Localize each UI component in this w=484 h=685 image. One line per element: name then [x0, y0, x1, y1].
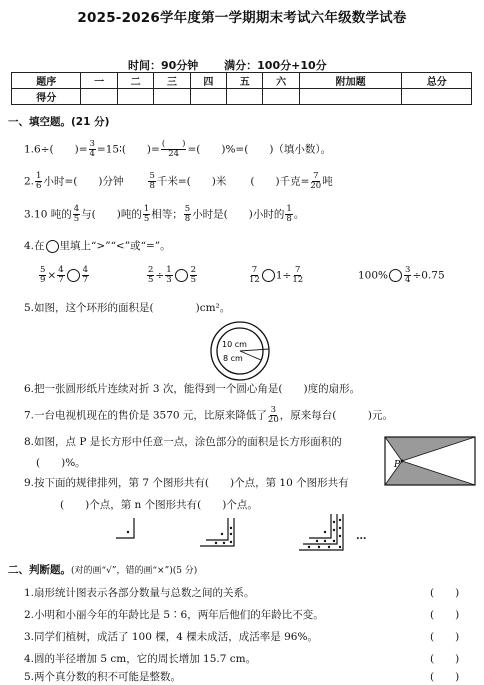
answer-circle[interactable]	[389, 269, 402, 282]
numerator: 7	[251, 265, 258, 275]
score-table-header: 五	[227, 73, 263, 89]
radius-8cm-line	[240, 351, 261, 360]
denominator: 24	[168, 149, 180, 159]
pattern-figure-2	[198, 516, 242, 552]
denominator: 12	[249, 275, 260, 285]
fraction	[404, 266, 411, 285]
denominator: 12	[292, 275, 304, 285]
judge-answer-1[interactable]: ( )	[430, 587, 460, 599]
fraction	[292, 266, 303, 285]
q2-text-d: ( )千克=	[250, 175, 310, 188]
denominator: 5	[73, 214, 80, 224]
numerator: 1	[36, 171, 42, 181]
label-10cm: 10 cm	[222, 340, 247, 349]
denominator: 7	[58, 275, 64, 285]
q7-text-a: 7.一台电视机现在的售价是 3570 元，比原来降低了	[24, 409, 267, 422]
q3-text-c: 相等；	[151, 208, 183, 221]
denominator: 5	[143, 214, 150, 224]
radius-10cm-line	[240, 349, 269, 351]
score-table-header: 四	[190, 73, 226, 89]
denominator: 9	[40, 275, 46, 285]
q1-text-a: 1.6÷( )=	[24, 143, 88, 156]
fraction	[161, 140, 187, 159]
q4-item4-text-a: 100%	[358, 269, 389, 282]
numerator: 7	[295, 265, 301, 275]
fraction	[57, 266, 64, 285]
fraction	[89, 140, 96, 159]
fraction	[268, 406, 279, 425]
q3-text-b: 与( )吨的	[81, 208, 142, 221]
numerator: 5	[149, 171, 155, 181]
denominator: 6	[36, 181, 42, 191]
denominator: 8	[286, 214, 292, 224]
point-p	[401, 460, 404, 463]
fraction	[285, 205, 292, 224]
fraction	[165, 266, 172, 285]
judge-item-2: 2.小明和小丽今年的年龄比是 5∶6，两年后他们的年龄比不变。	[24, 609, 324, 621]
question-1	[24, 140, 331, 159]
numerator: 2	[148, 265, 154, 275]
judge-item-1: 1.扇形统计图表示各部分数量与总数之间的关系。	[24, 587, 255, 599]
question-5: 5.如图，这个环形的面积是( )cm²。	[24, 302, 231, 314]
numerator: 1	[166, 265, 172, 275]
numerator: 3	[270, 405, 277, 415]
judge-item-4: 4.圆的半径增加 5 cm，它的周长增加 15.7 cm。	[24, 653, 257, 665]
q1-text-b: =15∶( )=	[96, 143, 160, 156]
page-title: 2025-2026学年度第一学期期末考试六年级数学试卷	[77, 10, 407, 26]
answer-circle[interactable]	[46, 240, 59, 253]
fraction	[35, 172, 42, 191]
score-cell[interactable]	[117, 89, 153, 105]
q7-text-b: ，原来每台( )元。	[279, 409, 393, 422]
numerator: 4	[82, 265, 89, 275]
q2-text-b: 小时=( )分钟	[43, 175, 124, 188]
numerator: 5	[184, 204, 191, 214]
score-table-header: 六	[263, 73, 299, 89]
question-8-line1: 8.如图，点 P 是长方形中任意一点，涂色部分的面积是长方形面积的	[24, 436, 342, 448]
q4-item4-text-b: ÷0.75	[412, 269, 445, 282]
q4-item-2: $\frac{2}{5}$ ÷ $\frac{1}{3}$ $\frac{2}{5}$	[148, 265, 197, 285]
numerator: 1	[143, 204, 150, 214]
numerator: 7	[313, 171, 319, 181]
fraction	[184, 205, 191, 224]
pattern-figure-1	[112, 516, 142, 542]
score-table-score-row	[12, 89, 472, 105]
judge-answer-4[interactable]: ( )	[430, 653, 460, 665]
fraction	[73, 205, 80, 224]
score-cell[interactable]	[263, 89, 299, 105]
answer-circle[interactable]	[67, 269, 80, 282]
fraction	[39, 266, 46, 285]
score-cell[interactable]	[299, 89, 402, 105]
score-cell[interactable]	[154, 89, 190, 105]
section2-title: 二、判断题。	[8, 564, 71, 576]
judge-answer-5[interactable]: ( )	[430, 671, 460, 683]
score-table-header: 二	[117, 73, 153, 89]
answer-circle[interactable]	[262, 269, 275, 282]
question-4	[24, 238, 171, 253]
exam-time: 时间：90分钟	[128, 59, 199, 72]
denominator: 4	[405, 275, 411, 285]
numerator: 4	[73, 204, 80, 214]
fraction	[147, 266, 154, 285]
ellipsis: …	[356, 530, 367, 542]
q3-text-e: 。	[293, 208, 305, 221]
shaded-top-triangle	[385, 437, 475, 461]
numerator: 4	[58, 265, 64, 275]
judge-item-3: 3.同学们植树，成活了 100 棵，4 棵未成活，成活率是 96%。	[24, 631, 318, 643]
q3-text-d: 小时是( )小时的	[192, 208, 285, 221]
score-table-header: 题序	[12, 73, 81, 89]
score-cell[interactable]	[227, 89, 263, 105]
section1-title: 一、填空题。(21 分)	[8, 116, 110, 128]
question-7	[24, 406, 393, 425]
question-3	[24, 205, 304, 224]
denominator: 7	[82, 275, 89, 285]
numerator: 3	[89, 139, 95, 149]
denominator: 8	[149, 181, 155, 191]
q4-text-b: 里填上“>”“<”或“=”。	[59, 240, 171, 252]
fraction	[148, 172, 155, 191]
judge-item-5: 5.两个真分数的积不可能是整数。	[24, 671, 182, 683]
q3-text-a: 3.10 吨的	[24, 208, 72, 221]
label-8cm: 8 cm	[223, 354, 243, 363]
q4-item-1: $\frac{5}{9}$ × $\frac{4}{7}$ $\frac{4}{7}$	[40, 265, 89, 285]
q4-item-4	[358, 266, 445, 285]
fraction	[82, 266, 89, 285]
exam-meta	[128, 57, 349, 73]
score-table-header: 附加题	[299, 73, 402, 89]
q4-item-3: $\frac{7}{12}$ 1÷ $\frac{7}{12}$	[249, 265, 304, 285]
score-table-header: 总分	[402, 73, 472, 89]
numerator: 5	[40, 265, 46, 275]
score-table	[11, 72, 472, 105]
q2-text-e: 吨	[322, 175, 333, 188]
numerator: ( )	[161, 139, 186, 149]
score-cell[interactable]	[402, 89, 472, 105]
numerator: 2	[190, 265, 197, 275]
exam-full-score: 满分：100分+10分	[224, 59, 327, 72]
section2-header	[8, 562, 197, 577]
score-table-header: 三	[154, 73, 190, 89]
denominator: 20	[310, 181, 322, 191]
section2-note: (对的画“√”，错的画“×”)(5 分)	[71, 566, 198, 576]
answer-circle[interactable]	[175, 269, 188, 282]
q4-text-a: 4.在	[24, 240, 45, 252]
denominator: 4	[89, 149, 95, 159]
q2-text-c: 千米=( )米	[156, 175, 227, 188]
q1-text-c: =( )%=( )（填小数）。	[187, 143, 332, 156]
q2-text-a: 2.	[24, 175, 35, 188]
question-9-line1: 9.按下面的规律排列，第 7 个图形共有( )个点，第 10 个图形共有	[24, 477, 349, 489]
score-table-header: 一	[81, 73, 117, 89]
fraction	[310, 172, 321, 191]
denominator: 5	[148, 275, 154, 285]
score-row-label: 得分	[12, 89, 81, 105]
score-cell[interactable]	[190, 89, 226, 105]
score-table-header-row	[12, 73, 472, 89]
judge-answer-2[interactable]: ( )	[430, 609, 460, 621]
denominator: 3	[166, 275, 172, 285]
rectangle-figure	[384, 436, 476, 486]
denominator: 8	[184, 214, 191, 224]
numerator: 3	[405, 265, 411, 275]
fraction	[190, 266, 197, 285]
question-9-line2: ( )个点，第 n 个图形共有( )个点。	[60, 499, 258, 511]
fraction	[143, 205, 150, 224]
question-8-line2: ( )%。	[36, 457, 86, 469]
fraction	[249, 266, 260, 285]
question-6: 6.把一张圆形纸片连续对折 3 次，能得到一个圆心角是( )度的扇形。	[24, 383, 361, 395]
numerator: 1	[286, 204, 292, 214]
score-cell[interactable]	[81, 89, 117, 105]
denominator: 5	[190, 275, 197, 285]
pattern-figure-3	[297, 512, 351, 558]
question-2	[24, 172, 333, 191]
denominator: 20	[267, 415, 279, 425]
ring-figure	[209, 320, 271, 382]
judge-answer-3[interactable]: ( )	[430, 631, 460, 643]
label-p: P	[394, 460, 401, 470]
